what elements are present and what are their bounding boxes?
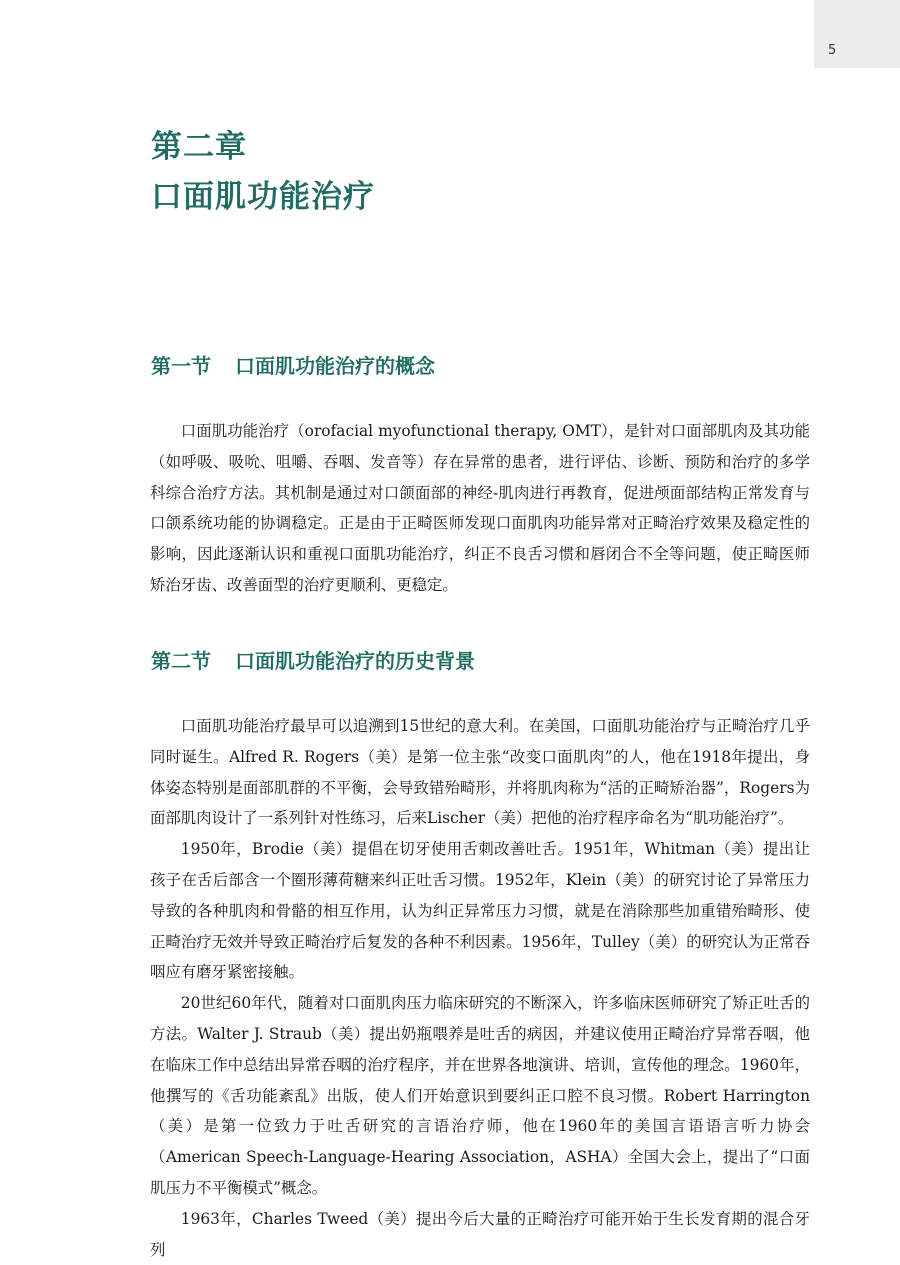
section-title-2: 口面肌功能治疗的历史背景 [235, 649, 475, 673]
paragraph: 20世纪60年代，随着对口面肌肉压力临床研究的不断深入，许多临床医师研究了矫正吐舌的方法。Walter J. Straub（美）提出奶瓶喂养是吐舌的病因，并建议使用正畸治疗异常吞咽，他在临床工作中总结出异常吞咽的治疗程序，并在世界各地演讲、培训，宣传他的理念。1960年，他撰写的《舌功能紊乱》出版，使人们开始意识到要纠正口腔不良习惯。Robert Harrington（美）是第一位致力于吐舌研究的言语治疗师，他在1960年的美国言语语言听力协会（American Speech-Language-Hearing Association，ASHA）全国大会上，提出了“口面肌压力不平衡模式”概念。 [150, 994, 810, 1197]
chapter-title-text: 口面肌功能治疗 [151, 179, 375, 215]
page-number: 5 [828, 43, 837, 58]
section-title-1: 口面肌功能治疗的概念 [235, 354, 435, 378]
section-2-body [150, 711, 810, 1265]
section-heading-2 [151, 647, 475, 675]
section-heading-1 [151, 352, 435, 380]
paragraph: 口面肌功能治疗最早可以追溯到15世纪的意大利。在美国，口面肌功能治疗与正畸治疗几乎同时诞生。Alfred R. Rogers（美）是第一位主张“改变口面肌肉”的人，他在1918年提出，身体姿态特别是面部肌群的不平衡，会导致错殆畸形，并将肌肉称为“活的正畸矫治器”，Rogers为面部肌肉设计了一系列针对性练习，后来Lischer（美）把他的治疗程序命名为“肌功能治疗”。 [150, 717, 810, 828]
paragraph: 口面肌功能治疗（orofacial myofunctional therapy, OMT），是针对口面部肌肉及其功能（如呼吸、吸吮、咀嚼、吞咽、发音等）存在异常的患者，进行评估、诊断、预防和治疗的多学科综合治疗方法。其机制是通过对口颌面部的神经-肌肉进行再教育，促进颅面部结构正常发育与口颌系统功能的协调稳定。正是由于正畸医师发现口面肌肉功能异常对正畸治疗效果及稳定性的影响，因此逐渐认识和重视口面肌功能治疗，纠正不良舌习惯和唇闭合不全等问题，使正畸医师矫治牙齿、改善面型的治疗更顺利、更稳定。 [150, 422, 810, 594]
section-number-1: 第一节 [151, 354, 211, 378]
page-number-tab [814, 0, 900, 68]
chapter-title [151, 122, 375, 222]
paragraph: 1950年，Brodie（美）提倡在切牙使用舌刺改善吐舌。1951年，Whitman（美）提出让孩子在舌后部含一个圈形薄荷糖来纠正吐舌习惯。1952年，Klein（美）的研究讨论了异常压力导致的各种肌肉和骨骼的相互作用，认为纠正异常压力习惯，就是在消除那些加重错殆畸形、使正畸治疗无效并导致正畸治疗后复发的各种不利因素。1956年，Tulley（美）的研究认为正常吞咽应有磨牙紧密接触。 [150, 840, 810, 982]
section-number-2: 第二节 [151, 649, 211, 673]
section-1-body [150, 416, 810, 601]
paragraph: 1963年，Charles Tweed（美）提出今后大量的正畸治疗可能开始于生长发育期的混合牙列 [150, 1209, 810, 1259]
chapter-number-label: 第二章 [151, 129, 247, 165]
